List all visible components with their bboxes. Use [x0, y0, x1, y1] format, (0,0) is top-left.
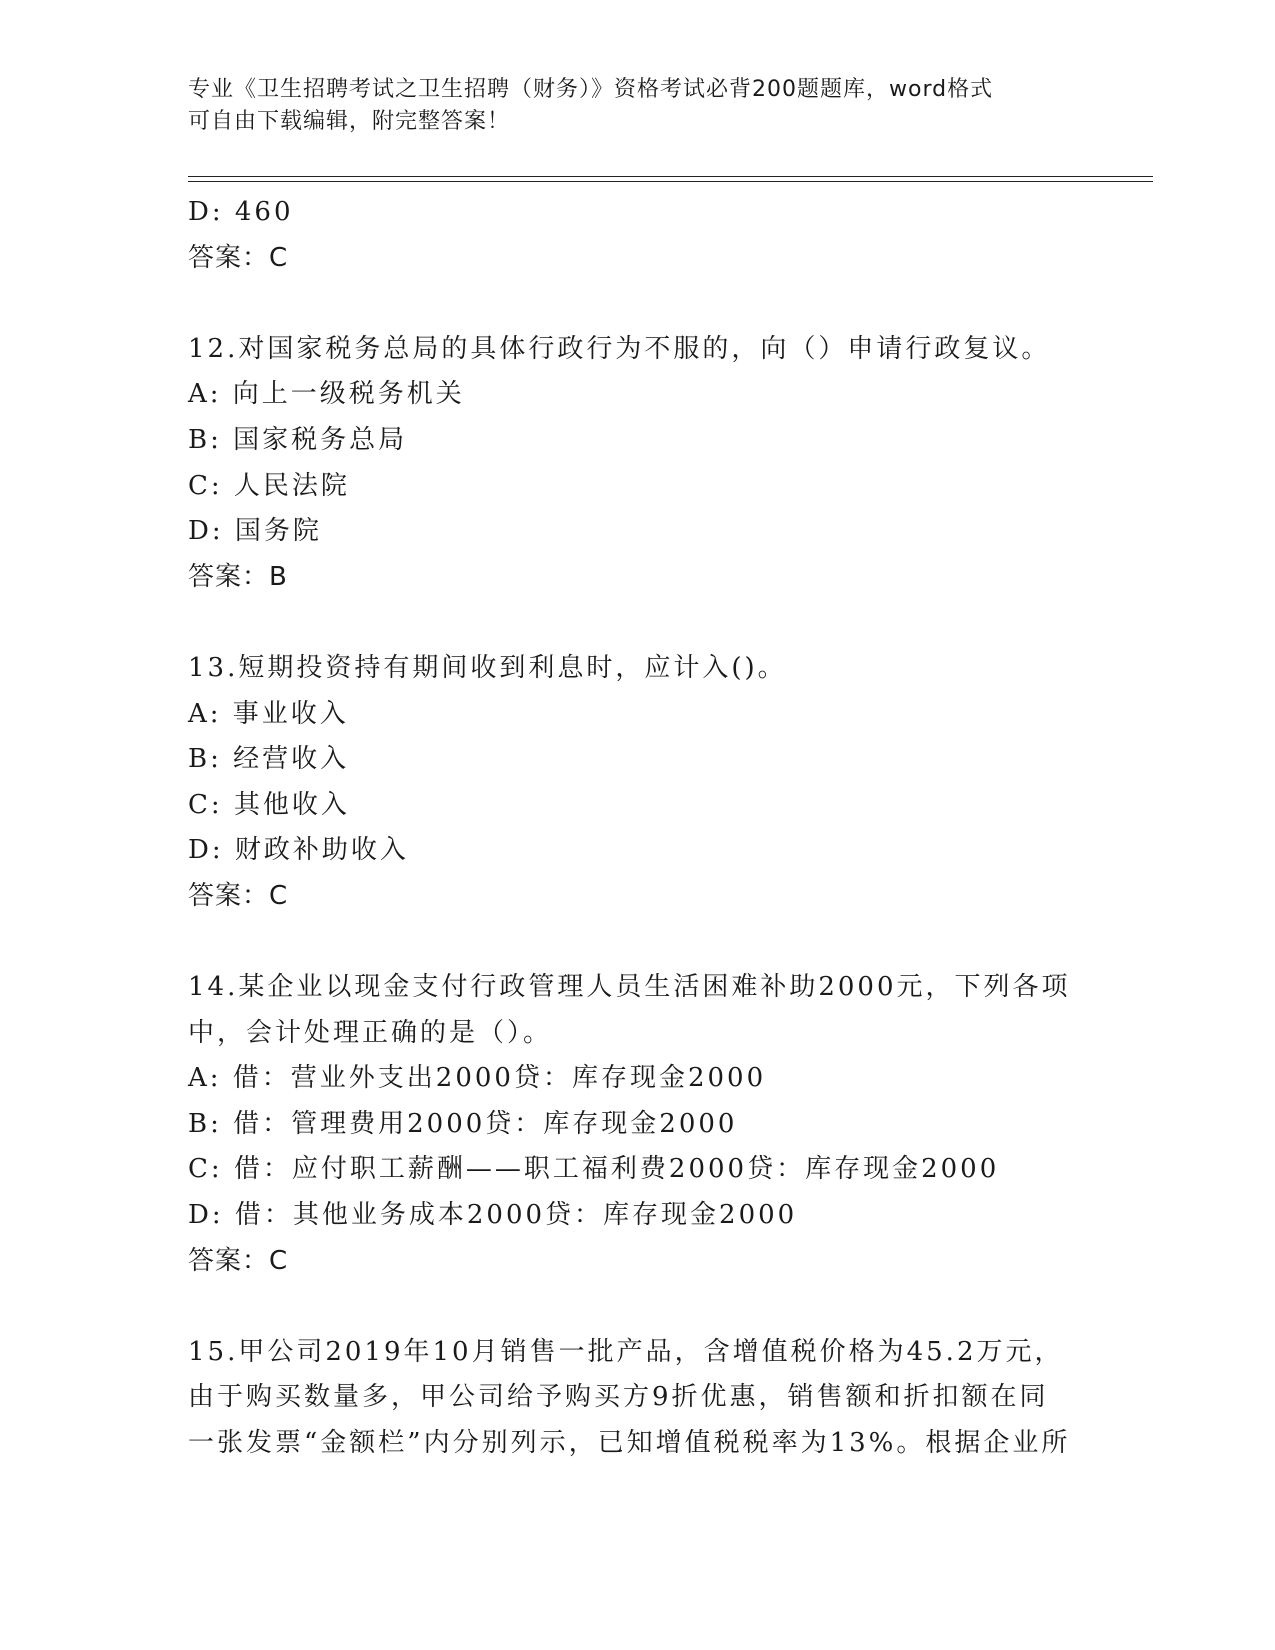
option-d: D: 财政补助收入	[188, 835, 409, 866]
option-d: D: 460	[188, 197, 294, 227]
question-content	[188, 190, 1148, 1467]
spacer	[188, 920, 1148, 966]
option-d: D: 国务院	[188, 516, 322, 547]
header-divider-bottom	[188, 181, 1153, 182]
question-stem-line-3: 一张发票“金额栏”内分别列示，已知增值税税率为13%。根据企业所	[188, 1428, 1071, 1459]
answer-line: 答案：C	[188, 1245, 289, 1276]
header-divider-top	[188, 176, 1153, 177]
spacer	[188, 281, 1148, 327]
question-stem: 12.对国家税务总局的具体行政行为不服的，向（）申请行政复议。	[188, 333, 1051, 364]
header-title-line-2: 可自由下载编辑，附完整答案！	[188, 109, 511, 134]
option-b: B: 国家税务总局	[188, 424, 408, 455]
question-block-14	[188, 965, 1148, 1284]
question-stem-line-2: 中，会计处理正确的是（）。	[188, 1017, 553, 1048]
question-stem-line-2: 由于购买数量多，甲公司给予购买方9折优惠，销售额和折扣额在同	[188, 1382, 1049, 1413]
question-stem-line-1: 15.甲公司2019年10月销售一批产品，含增值税价格为45.2万元，	[188, 1336, 1064, 1367]
question-stem-line-1: 14.某企业以现金支付行政管理人员生活困难补助2000元，下列各项	[188, 972, 1071, 1003]
spacer	[188, 600, 1148, 646]
answer-line: 答案：C	[188, 880, 289, 911]
header-title-line-1: 专业《卫生招聘考试之卫生招聘（财务）》资格考试必背200题题库，word格式	[188, 77, 994, 102]
answer-line: 答案：C	[188, 242, 289, 273]
question-stem: 13.短期投资持有期间收到利息时，应计入()。	[188, 652, 787, 683]
question-block-15	[188, 1330, 1148, 1467]
question-block-12	[188, 327, 1148, 601]
question-block-13	[188, 646, 1148, 920]
document-header	[188, 74, 1068, 138]
option-c: C: 人民法院	[188, 470, 350, 501]
option-b: B: 借：管理费用2000贷：库存现金2000	[188, 1108, 738, 1139]
option-a: A: 向上一级税务机关	[188, 379, 465, 410]
option-b: B: 经营收入	[188, 744, 350, 775]
answer-line: 答案：B	[188, 561, 288, 592]
option-a: A: 事业收入	[188, 698, 349, 729]
option-c: C: 其他收入	[188, 789, 350, 820]
option-a: A: 借：营业外支出2000贷：库存现金2000	[188, 1063, 767, 1094]
spacer	[188, 1284, 1148, 1330]
option-c: C: 借：应付职工薪酬——职工福利费2000贷：库存现金2000	[188, 1154, 1000, 1185]
option-d: D: 借：其他业务成本2000贷：库存现金2000	[188, 1200, 798, 1231]
